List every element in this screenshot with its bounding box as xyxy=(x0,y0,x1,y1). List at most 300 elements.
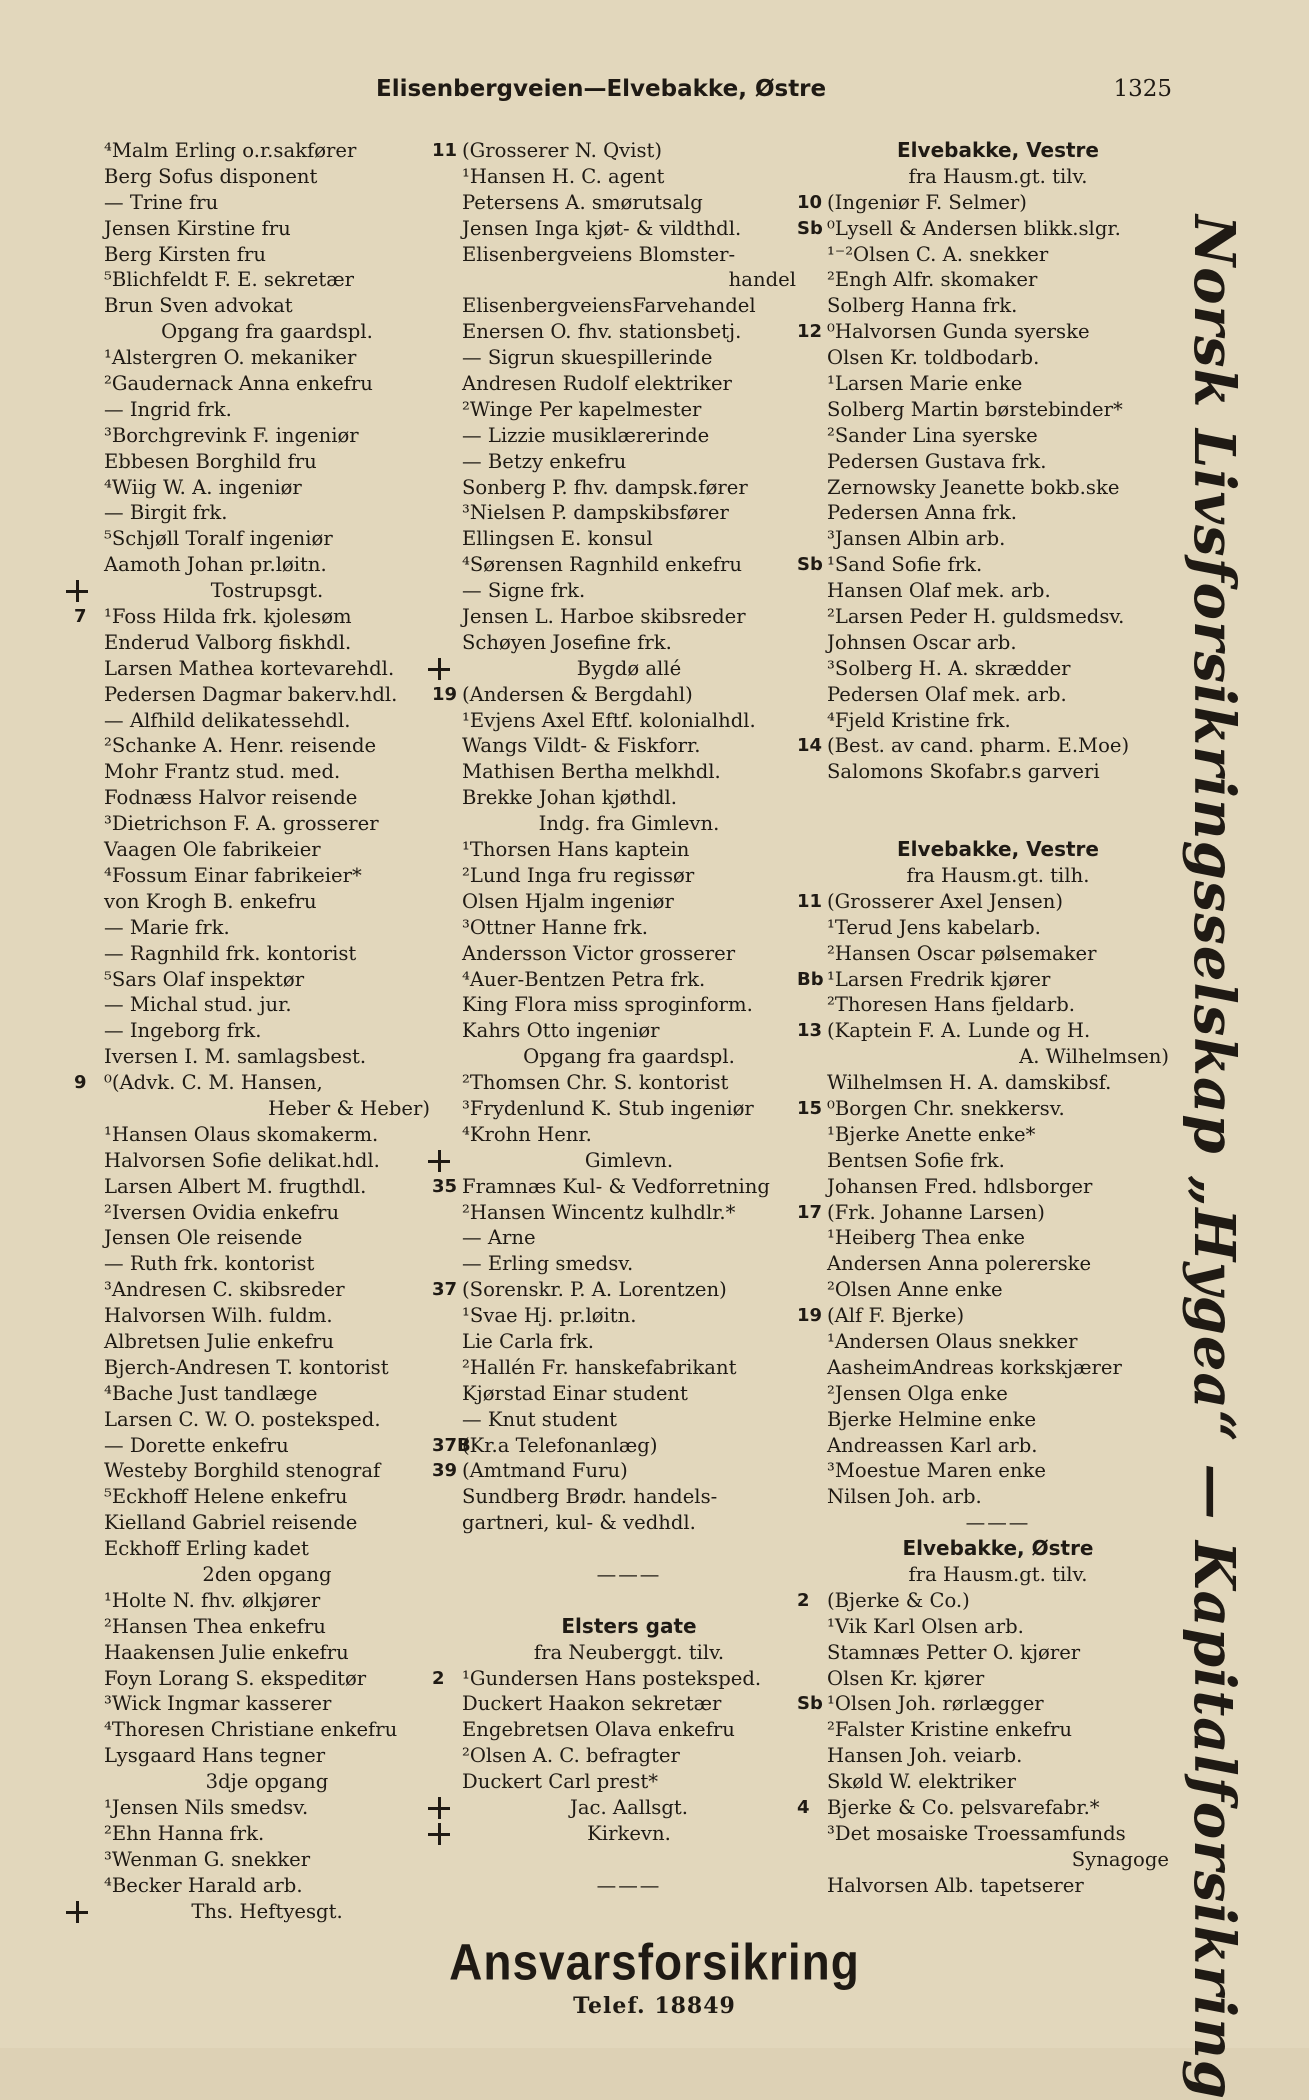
house-number: Sb xyxy=(797,554,823,576)
directory-line xyxy=(797,1277,1169,1303)
separator xyxy=(432,1873,796,1899)
directory-line xyxy=(432,759,796,785)
entry-text: ³Wick Ingmar kasserer xyxy=(104,1692,332,1716)
entry-text: Foyn Lorang S. ekspeditør xyxy=(104,1666,367,1690)
directory-line xyxy=(432,967,796,993)
directory-line xyxy=(74,1070,430,1096)
directory-line xyxy=(74,319,430,345)
entry-text: Tostrupsgt. xyxy=(210,579,324,603)
entry-text: Bjerke & Co. pelsvarefabr.* xyxy=(827,1796,1100,1819)
directory-line xyxy=(432,630,796,656)
directory-line xyxy=(432,1251,796,1277)
street-heading xyxy=(797,1536,1169,1562)
directory-line xyxy=(74,1225,430,1251)
entry-text: ¹Holte N. fhv. ølkjører xyxy=(104,1588,321,1612)
entry-text: Berg Kirsten fru xyxy=(104,242,267,266)
directory-line xyxy=(432,604,796,630)
house-number: 19 xyxy=(432,683,458,705)
entry-text: — Lizzie musiklærerinde xyxy=(462,423,710,447)
entry-text: Kielland Gabriel reisende xyxy=(104,1511,358,1535)
directory-line xyxy=(797,1407,1169,1433)
directory-line xyxy=(797,267,1169,293)
entry-text: ¹Larsen Fredrik kjører xyxy=(827,967,1051,991)
entry-text: ⁵Sars Olaf inspektør xyxy=(104,967,305,991)
directory-line xyxy=(432,1691,796,1717)
entry-text: Salomons Skofabr.s garveri xyxy=(827,760,1100,784)
entry-text: Solberg Hanna frk. xyxy=(827,294,1018,318)
entry-text: Pedersen Gustava frk. xyxy=(827,449,1047,473)
entry-text: AasheimAndreas korkskjærer xyxy=(827,1355,1122,1379)
directory-line xyxy=(797,578,1169,604)
directory-line xyxy=(74,682,430,708)
entry-text: Elisenbergveiens Blomster- xyxy=(462,242,736,266)
entry-text: ²Lund Inga fru regissør xyxy=(462,863,695,887)
footer-phone: Telef. 18849 xyxy=(573,1993,736,2019)
entry-text: 2den opgang xyxy=(202,1562,332,1586)
entry-text: ²Iversen Ovidia enkefru xyxy=(104,1200,340,1224)
directory-line xyxy=(432,811,796,837)
directory-line xyxy=(797,1821,1169,1847)
entry-text: (Frk. Johanne Larsen) xyxy=(827,1200,1045,1224)
house-number: 11 xyxy=(797,890,823,912)
entry-text: Mohr Frantz stud. med. xyxy=(104,760,341,784)
directory-line xyxy=(74,1769,430,1795)
entry-text: Elvebakke, Vestre xyxy=(897,138,1099,162)
directory-line xyxy=(432,1769,796,1795)
entry-text: Larsen Mathea kortevarehdl. xyxy=(104,656,395,680)
directory-line xyxy=(432,915,796,941)
directory-line xyxy=(432,656,796,682)
entry-text: Bentsen Sofie frk. xyxy=(827,1148,1005,1172)
directory-line xyxy=(432,1070,796,1096)
directory-line xyxy=(74,1536,430,1562)
house-number: 39 xyxy=(432,1460,458,1482)
cross-street-icon xyxy=(66,1901,88,1923)
directory-line xyxy=(432,371,796,397)
entry-text: ²Hansen Oscar pølsemaker xyxy=(827,941,1097,965)
street-heading xyxy=(797,837,1169,863)
entry-text: Elsters gate xyxy=(561,1613,697,1638)
entry-text: Jensen Kirstine fru xyxy=(104,216,291,240)
directory-line xyxy=(432,1433,796,1459)
house-number: 17 xyxy=(797,1201,823,1223)
directory-line xyxy=(797,500,1169,526)
directory-line xyxy=(74,1614,430,1640)
entry-text: ²Hansen Thea enkefru xyxy=(104,1614,326,1638)
directory-line xyxy=(74,449,430,475)
entry-text: Zernowsky Jeanette bokb.ske xyxy=(827,475,1120,499)
entry-text: fra Hausm.gt. tilv. xyxy=(908,164,1088,188)
directory-line xyxy=(432,1458,796,1484)
entry-text: Opgang fra gaardspl. xyxy=(161,320,373,344)
directory-line xyxy=(432,242,796,268)
street-heading xyxy=(432,1614,796,1640)
entry-text: — Ingeborg frk. xyxy=(104,1019,262,1043)
directory-line xyxy=(74,1355,430,1381)
directory-line xyxy=(74,423,430,449)
directory-line xyxy=(797,1795,1169,1821)
directory-line xyxy=(797,1018,1169,1044)
entry-text: — Signe frk. xyxy=(462,579,586,603)
entry-text: ⁵Schjøll Toralf ingeniør xyxy=(104,527,333,551)
directory-line xyxy=(797,992,1169,1018)
entry-text: Lysgaard Hans tegner xyxy=(104,1744,326,1768)
directory-line xyxy=(74,1666,430,1692)
house-number: 2 xyxy=(797,1589,810,1611)
directory-line xyxy=(432,1640,796,1666)
directory-line xyxy=(797,1251,1169,1277)
directory-line xyxy=(432,1355,796,1381)
directory-line xyxy=(432,1795,796,1821)
entry-text: Albretsen Julie enkefru xyxy=(104,1329,335,1353)
directory-line xyxy=(797,1640,1169,1666)
entry-text: — Marie frk. xyxy=(104,915,230,939)
entry-text: Mathisen Bertha melkhdl. xyxy=(462,760,721,784)
directory-line xyxy=(797,242,1169,268)
page-title: Elisenbergveien—Elvebakke, Østre xyxy=(376,76,827,102)
directory-line xyxy=(797,915,1169,941)
entry-text: ⁰Borgen Chr. snekkersv. xyxy=(827,1096,1065,1120)
directory-line xyxy=(432,1381,796,1407)
entry-text: (Amtmand Furu) xyxy=(462,1459,628,1483)
directory-line xyxy=(797,1717,1169,1743)
directory-line xyxy=(797,190,1169,216)
directory-line xyxy=(797,785,1169,811)
house-number: 2 xyxy=(432,1667,445,1689)
directory-line xyxy=(797,1433,1169,1459)
entry-text: ²Olsen A. C. befragter xyxy=(462,1744,680,1768)
directory-line xyxy=(74,1329,430,1355)
entry-text: Vaagen Ole fabrikeier xyxy=(104,838,321,862)
directory-line xyxy=(74,863,430,889)
directory-line xyxy=(74,941,430,967)
directory-line xyxy=(432,837,796,863)
entry-text: Andersson Victor grosserer xyxy=(462,941,736,965)
entry-text: Westeby Borghild stenograf xyxy=(104,1459,381,1483)
entry-text: — Trine fru xyxy=(104,190,219,214)
entry-text: Indg. fra Gimlevn. xyxy=(538,812,720,836)
entry-text: ——— xyxy=(596,1873,662,1897)
cross-street-icon xyxy=(66,580,88,602)
entry-text: gartneri, kul- & vedhdl. xyxy=(462,1511,696,1535)
entry-text: Jensen Ole reisende xyxy=(104,1226,303,1250)
entry-text: Elvebakke, Vestre xyxy=(897,837,1099,862)
directory-line xyxy=(432,1044,796,1070)
directory-line xyxy=(432,1666,796,1692)
house-number: 12 xyxy=(797,321,823,343)
directory-line xyxy=(432,1510,796,1536)
entry-text: Johansen Fred. hdlsborger xyxy=(827,1174,1093,1198)
directory-line xyxy=(797,656,1169,682)
directory-line xyxy=(74,216,430,242)
entry-text: ¹Evjens Axel Eftf. kolonialhdl. xyxy=(462,708,756,732)
entry-text: Duckert Haakon sekretær xyxy=(462,1692,722,1716)
entry-text: Framnæs Kul- & Vedforretning xyxy=(462,1174,770,1198)
entry-text: Solberg Martin børstebinder* xyxy=(827,397,1123,421)
directory-line xyxy=(797,1122,1169,1148)
entry-text: (Kaptein F. A. Lunde og H. xyxy=(827,1019,1091,1043)
directory-line xyxy=(74,708,430,734)
directory-line xyxy=(74,1277,430,1303)
directory-line xyxy=(74,190,430,216)
entry-text: Sundberg Brødr. handels- xyxy=(462,1485,718,1509)
directory-line xyxy=(432,1536,796,1562)
directory-line xyxy=(74,630,430,656)
entry-text: ³Det mosaiske Troessamfunds xyxy=(827,1821,1126,1845)
directory-line xyxy=(797,1096,1169,1122)
entry-text: Andresen Rudolf elektriker xyxy=(462,372,732,396)
directory-line xyxy=(74,967,430,993)
entry-text: ⁴Sørensen Ragnhild enkefru xyxy=(462,553,743,577)
directory-line xyxy=(797,967,1169,993)
directory-line xyxy=(432,138,796,164)
directory-line xyxy=(432,1174,796,1200)
directory-line xyxy=(74,500,430,526)
directory-line xyxy=(432,345,796,371)
entry-text: Halvorsen Wilh. fuldm. xyxy=(104,1304,333,1328)
entry-text: ²Hallén Fr. hanskefabrikant xyxy=(462,1355,737,1379)
directory-line xyxy=(797,1225,1169,1251)
entry-text: 3dje opgang xyxy=(205,1770,329,1794)
directory-line xyxy=(74,656,430,682)
entry-text: ¹Terud Jens kabelarb. xyxy=(827,915,1041,939)
directory-line xyxy=(74,1044,430,1070)
directory-line xyxy=(797,1691,1169,1717)
entry-text: ⁴Malm Erling o.r.sakfører xyxy=(104,139,357,162)
entry-text: ——— xyxy=(965,1511,1031,1535)
directory-line xyxy=(797,449,1169,475)
directory-line xyxy=(797,811,1169,837)
entry-text: ¹Olsen Joh. rørlægger xyxy=(827,1692,1044,1716)
directory-line xyxy=(74,397,430,423)
directory-line xyxy=(432,578,796,604)
directory-line xyxy=(797,1355,1169,1381)
entry-text: Nilsen Joh. arb. xyxy=(827,1485,982,1509)
directory-line xyxy=(797,475,1169,501)
house-number: 7 xyxy=(74,606,87,628)
entry-text: fra Hausm.gt. tilh. xyxy=(906,863,1090,887)
directory-line xyxy=(797,164,1169,190)
cross-street-icon xyxy=(428,1823,450,1845)
entry-text: ²Hansen Wincentz kulhdlr.* xyxy=(462,1200,736,1224)
entry-text: Lie Carla frk. xyxy=(462,1329,595,1353)
entry-text: ²Gaudernack Anna enkefru xyxy=(104,372,373,396)
directory-line xyxy=(432,397,796,423)
directory-line xyxy=(74,1899,430,1925)
directory-line xyxy=(797,345,1169,371)
directory-line xyxy=(432,1484,796,1510)
entry-text: Hansen Olaf mek. arb. xyxy=(827,579,1051,603)
entry-text: ³Wenman G. snekker xyxy=(104,1847,311,1871)
entry-text: ⁴Fossum Einar fabrikeier* xyxy=(104,863,362,887)
entry-text: ⁴Wiig W. A. ingeniør xyxy=(104,475,302,499)
entry-text: ¹Alstergren O. mekaniker xyxy=(104,346,357,370)
house-number: 9 xyxy=(74,1072,87,1094)
entry-text: ³Frydenlund K. Stub ingeniør xyxy=(462,1096,754,1120)
entry-text: Stamnæs Petter O. kjører xyxy=(827,1640,1081,1664)
directory-line xyxy=(797,526,1169,552)
directory-line xyxy=(74,1458,430,1484)
entry-text: ¹Jensen Nils smedsv. xyxy=(104,1796,309,1819)
entry-text: Andreassen Karl arb. xyxy=(827,1433,1038,1457)
entry-text: (Ingeniør F. Selmer) xyxy=(827,190,1027,214)
entry-text: ⁴Becker Harald arb. xyxy=(104,1873,303,1897)
entry-text: fra Hausm.gt. tilv. xyxy=(908,1562,1088,1586)
directory-line xyxy=(797,708,1169,734)
entry-text: Schøyen Josefine frk. xyxy=(462,630,672,654)
directory-line xyxy=(74,1096,430,1122)
directory-line xyxy=(797,1148,1169,1174)
directory-line xyxy=(74,475,430,501)
directory-line xyxy=(432,992,796,1018)
directory-line xyxy=(797,1044,1169,1070)
entry-text: Berg Sofus disponent xyxy=(104,164,318,188)
directory-line xyxy=(432,526,796,552)
entry-text: Ebbesen Borghild fru xyxy=(104,449,317,473)
entry-text: ¹Hansen Olaus skomakerm. xyxy=(104,1122,379,1146)
entry-text: — Birgit frk. xyxy=(104,501,228,525)
entry-text: Olsen Kr. kjører xyxy=(827,1666,985,1690)
entry-text: Wangs Vildt- & Fiskforr. xyxy=(462,734,701,758)
entry-text: Kahrs Otto ingeniør xyxy=(462,1019,660,1043)
entry-text: Hansen Joh. veiarb. xyxy=(827,1744,1023,1768)
directory-line xyxy=(797,423,1169,449)
entry-text: Engebretsen Olava enkefru xyxy=(462,1718,735,1742)
entry-text: (Grosserer Axel Jensen) xyxy=(827,889,1063,913)
directory-line xyxy=(797,1666,1169,1692)
entry-text: — Knut student xyxy=(462,1407,617,1431)
entry-text: Larsen Albert M. frugthdl. xyxy=(104,1174,367,1198)
directory-line xyxy=(74,1795,430,1821)
directory-line xyxy=(74,915,430,941)
entry-text: Pedersen Olaf mek. arb. xyxy=(827,682,1067,706)
directory-line xyxy=(74,345,430,371)
directory-line xyxy=(797,941,1169,967)
directory-line xyxy=(432,1743,796,1769)
page-number: 1325 xyxy=(1113,76,1172,102)
directory-line xyxy=(432,1821,796,1847)
directory-line xyxy=(797,1070,1169,1096)
directory-line xyxy=(432,216,796,242)
entry-text: Skøld W. elektriker xyxy=(827,1770,1016,1794)
entry-text: (Kr.a Telefonanlæg) xyxy=(462,1433,658,1457)
entry-text: ²Jensen Olga enke xyxy=(827,1381,1008,1405)
entry-text: handel xyxy=(728,268,796,292)
directory-line xyxy=(432,1200,796,1226)
entry-text: Jensen L. Harboe skibsreder xyxy=(462,605,746,629)
entry-text: Wilhelmsen H. A. damskibsf. xyxy=(827,1071,1112,1095)
entry-text: Gimlevn. xyxy=(584,1148,674,1172)
entry-text: Kirkevn. xyxy=(587,1821,671,1845)
directory-line xyxy=(797,216,1169,242)
house-number: 14 xyxy=(797,735,823,757)
directory-line xyxy=(74,837,430,863)
entry-text: Bygdø allé xyxy=(576,656,682,680)
directory-line xyxy=(74,1122,430,1148)
directory-line xyxy=(797,319,1169,345)
directory-line xyxy=(74,578,430,604)
directory-line xyxy=(74,1381,430,1407)
house-number: 15 xyxy=(797,1097,823,1119)
directory-line xyxy=(74,1148,430,1174)
entry-text: ²Thoresen Hans fjeldarb. xyxy=(827,993,1076,1017)
entry-text: (Sorenskr. P. A. Lorentzen) xyxy=(462,1278,727,1302)
directory-line xyxy=(432,682,796,708)
cross-street-icon xyxy=(428,1150,450,1172)
separator xyxy=(797,1510,1169,1536)
entry-text: — Ruth frk. kontorist xyxy=(104,1252,315,1276)
entry-text: ³Jansen Albin arb. xyxy=(827,527,1006,551)
directory-line xyxy=(74,1484,430,1510)
entry-text: ³Nielsen P. dampskibsfører xyxy=(462,501,729,525)
entry-text: Enderud Valborg fiskhdl. xyxy=(104,630,352,654)
entry-text: (Best. av cand. pharm. E.Moe) xyxy=(827,734,1130,758)
entry-text: — Alfhild delikatessehdl. xyxy=(104,708,351,732)
directory-line xyxy=(797,1614,1169,1640)
house-number: 37 xyxy=(432,1279,458,1301)
directory-line xyxy=(74,164,430,190)
directory-line xyxy=(74,1873,430,1899)
footer-advertisement: Ansvarsforsikring xyxy=(449,1933,860,1991)
directory-line xyxy=(797,371,1169,397)
directory-line xyxy=(74,1303,430,1329)
directory-line xyxy=(74,759,430,785)
entry-text: — Arne xyxy=(462,1226,536,1250)
entry-text: — Sigrun skuespillerinde xyxy=(462,346,713,370)
directory-line xyxy=(432,190,796,216)
entry-text: ¹Foss Hilda frk. kjolesøm xyxy=(104,605,352,629)
entry-text: ¹⁻²Olsen C. A. snekker xyxy=(827,242,1049,266)
column-2 xyxy=(432,138,796,1899)
directory-line xyxy=(432,1018,796,1044)
entry-text: Jac. Aallsgt. xyxy=(569,1796,689,1819)
directory-line xyxy=(797,1174,1169,1200)
directory-line xyxy=(432,889,796,915)
entry-text: ²Thomsen Chr. S. kontorist xyxy=(462,1071,729,1095)
directory-line xyxy=(797,552,1169,578)
entry-text: Brun Sven advokat xyxy=(104,294,293,318)
directory-line xyxy=(797,1484,1169,1510)
entry-text: — Erling smedsv. xyxy=(462,1252,634,1276)
entry-text: ²Larsen Peder H. guldsmedsv. xyxy=(827,605,1125,629)
entry-text: — Betzy enkefru xyxy=(462,449,627,473)
directory-line xyxy=(432,1303,796,1329)
directory-line xyxy=(74,1018,430,1044)
separator xyxy=(432,1562,796,1588)
entry-text: King Flora miss sproginform. xyxy=(462,993,753,1017)
entry-text: Olsen Hjalm ingeniør xyxy=(462,889,674,913)
entry-text: — Ragnhild frk. kontorist xyxy=(104,941,357,965)
house-number: 13 xyxy=(797,1020,823,1042)
directory-line xyxy=(74,811,430,837)
directory-line xyxy=(432,708,796,734)
directory-line xyxy=(74,1510,430,1536)
directory-line xyxy=(74,1407,430,1433)
directory-line xyxy=(797,889,1169,915)
directory-line xyxy=(797,1381,1169,1407)
entry-text: Ellingsen E. konsul xyxy=(462,527,653,551)
directory-line xyxy=(432,449,796,475)
entry-text: — Ingrid frk. xyxy=(104,397,232,421)
directory-line xyxy=(797,682,1169,708)
entry-text: von Krogh B. enkefru xyxy=(104,889,317,913)
house-number: 35 xyxy=(432,1175,458,1197)
entry-text: Synagoge xyxy=(1071,1847,1169,1871)
entry-text: ²Olsen Anne enke xyxy=(827,1278,1003,1302)
entry-text: ¹Andersen Olaus snekker xyxy=(827,1329,1078,1353)
directory-line xyxy=(74,267,430,293)
directory-line xyxy=(432,475,796,501)
